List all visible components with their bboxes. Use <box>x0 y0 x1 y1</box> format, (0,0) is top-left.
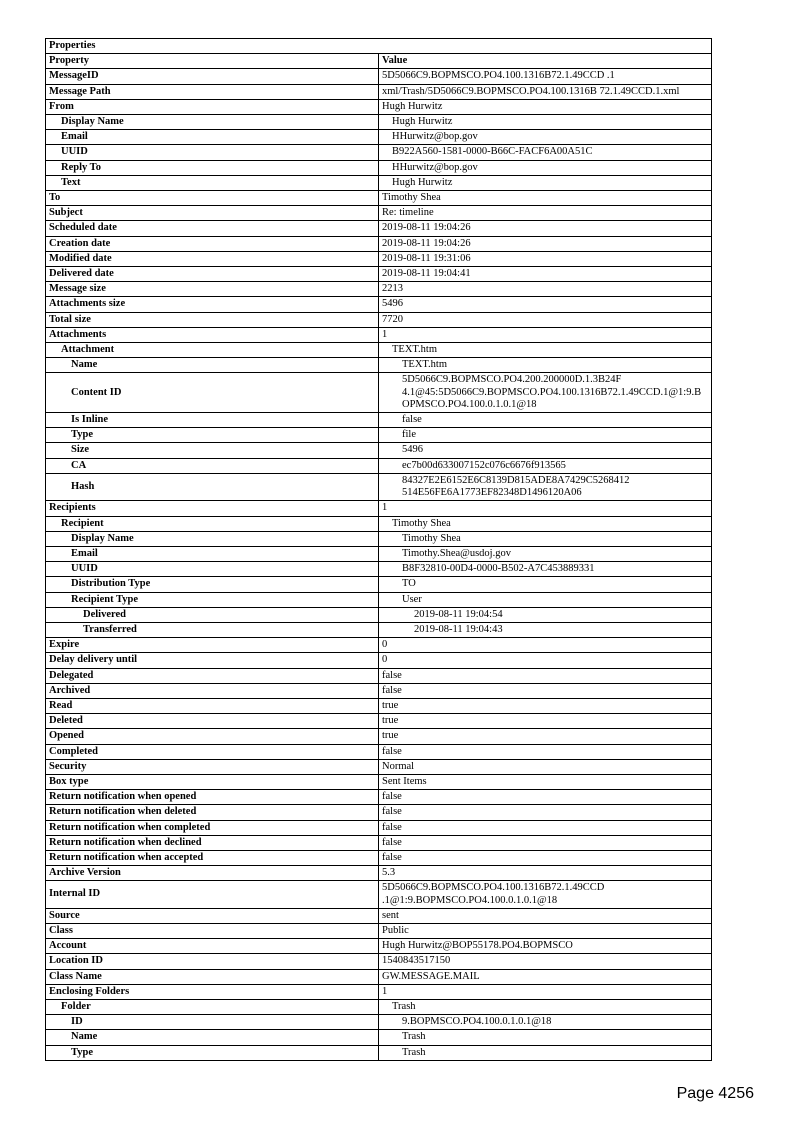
property-value: Timothy Shea <box>379 531 712 546</box>
property-value: TEXT.htm <box>379 358 712 373</box>
property-value: ec7b00d633007152c076c6676f913565 <box>379 458 712 473</box>
property-value: 2213 <box>379 282 712 297</box>
table-row <box>46 1030 712 1045</box>
property-name: ID <box>46 1015 379 1030</box>
property-name: Location ID <box>46 954 379 969</box>
table-row <box>46 1015 712 1030</box>
property-name: From <box>46 99 379 114</box>
property-value: 5D5066C9.BOPMSCO.PO4.100.1316B72.1.49CCD .1@1:9.BOPMSCO.PO4.100.0.1.0.1@18 <box>379 881 712 908</box>
table-row <box>46 236 712 251</box>
property-name: Archived <box>46 683 379 698</box>
table-row <box>46 683 712 698</box>
property-name: Enclosing Folders <box>46 984 379 999</box>
property-value: true <box>379 698 712 713</box>
table-row <box>46 774 712 789</box>
property-value: Hugh Hurwitz <box>379 115 712 130</box>
property-column-header: Property <box>46 54 379 69</box>
property-name: Return notification when deleted <box>46 805 379 820</box>
property-name: Deleted <box>46 714 379 729</box>
property-name: Source <box>46 908 379 923</box>
property-value: file <box>379 428 712 443</box>
property-value: false <box>379 820 712 835</box>
property-name: Delay delivery until <box>46 653 379 668</box>
property-name: Modified date <box>46 251 379 266</box>
property-name: Text <box>46 175 379 190</box>
table-row <box>46 969 712 984</box>
property-name: Creation date <box>46 236 379 251</box>
table-row <box>46 835 712 850</box>
property-value: 2019-08-11 19:04:41 <box>379 267 712 282</box>
property-value: 1 <box>379 501 712 516</box>
property-name: UUID <box>46 562 379 577</box>
page-number: Page 4256 <box>676 1085 754 1102</box>
table-row <box>46 638 712 653</box>
table-row <box>46 546 712 561</box>
property-value: 7720 <box>379 312 712 327</box>
table-row <box>46 358 712 373</box>
table-row <box>46 428 712 443</box>
property-name: Security <box>46 759 379 774</box>
property-name: Opened <box>46 729 379 744</box>
property-value: B8F32810-00D4-0000-B502-A7C453889331 <box>379 562 712 577</box>
table-row <box>46 160 712 175</box>
property-value: Hugh Hurwitz@BOP55178.PO4.BOPMSCO <box>379 939 712 954</box>
property-name: Type <box>46 1045 379 1060</box>
property-value: 5496 <box>379 443 712 458</box>
table-row <box>46 820 712 835</box>
table-row <box>46 531 712 546</box>
property-value: 1 <box>379 327 712 342</box>
table-row <box>46 577 712 592</box>
property-value: 9.BOPMSCO.PO4.100.0.1.0.1@18 <box>379 1015 712 1030</box>
property-name: Display Name <box>46 531 379 546</box>
property-name: Name <box>46 1030 379 1045</box>
property-value: 2019-08-11 19:04:26 <box>379 236 712 251</box>
property-name: Attachments <box>46 327 379 342</box>
property-value: false <box>379 683 712 698</box>
property-name: Box type <box>46 774 379 789</box>
property-name: CA <box>46 458 379 473</box>
property-value: Timothy.Shea@usdoj.gov <box>379 546 712 561</box>
table-row <box>46 759 712 774</box>
table-row <box>46 312 712 327</box>
property-name: Size <box>46 443 379 458</box>
table-row <box>46 790 712 805</box>
property-name: Return notification when opened <box>46 790 379 805</box>
property-value: Trash <box>379 1000 712 1015</box>
table-row <box>46 297 712 312</box>
table-row <box>46 99 712 114</box>
table-row <box>46 282 712 297</box>
property-value: Sent Items <box>379 774 712 789</box>
property-name: Expire <box>46 638 379 653</box>
property-value: 2019-08-11 19:04:54 <box>379 607 712 622</box>
property-name: Reply To <box>46 160 379 175</box>
property-name: Class <box>46 923 379 938</box>
property-name: Is Inline <box>46 413 379 428</box>
property-name: Delivered date <box>46 267 379 282</box>
property-name: Display Name <box>46 115 379 130</box>
table-header-row <box>46 54 712 69</box>
property-value: false <box>379 668 712 683</box>
table-row <box>46 473 712 500</box>
table-row <box>46 850 712 865</box>
property-value: true <box>379 729 712 744</box>
property-value: false <box>379 744 712 759</box>
table-row <box>46 221 712 236</box>
property-value: Hugh Hurwitz <box>379 175 712 190</box>
property-name: Email <box>46 546 379 561</box>
table-row <box>46 191 712 206</box>
property-name: Attachments size <box>46 297 379 312</box>
table-row <box>46 115 712 130</box>
property-value: 0 <box>379 653 712 668</box>
property-name: Read <box>46 698 379 713</box>
property-name: Recipient <box>46 516 379 531</box>
property-value: 2019-08-11 19:04:26 <box>379 221 712 236</box>
table-row <box>46 668 712 683</box>
property-value: GW.MESSAGE.MAIL <box>379 969 712 984</box>
property-value: sent <box>379 908 712 923</box>
property-name: Attachment <box>46 343 379 358</box>
property-value: 1540843517150 <box>379 954 712 969</box>
property-value: HHurwitz@bop.gov <box>379 160 712 175</box>
table-row <box>46 327 712 342</box>
table-row <box>46 206 712 221</box>
table-title: Properties <box>46 39 712 54</box>
property-name: Internal ID <box>46 881 379 908</box>
property-name: Subject <box>46 206 379 221</box>
property-name: Content ID <box>46 373 379 413</box>
property-name: Delivered <box>46 607 379 622</box>
property-value: 2019-08-11 19:04:43 <box>379 622 712 637</box>
property-value: 5496 <box>379 297 712 312</box>
table-row <box>46 744 712 759</box>
table-row <box>46 923 712 938</box>
property-name: Total size <box>46 312 379 327</box>
property-value: false <box>379 805 712 820</box>
property-value: Trash <box>379 1045 712 1060</box>
table-row <box>46 343 712 358</box>
table-row <box>46 175 712 190</box>
property-name: Archive Version <box>46 866 379 881</box>
property-name: Account <box>46 939 379 954</box>
table-row <box>46 413 712 428</box>
properties-sheet <box>45 38 712 1061</box>
table-row <box>46 145 712 160</box>
table-row <box>46 501 712 516</box>
property-value: true <box>379 714 712 729</box>
property-name: Email <box>46 130 379 145</box>
table-row <box>46 373 712 413</box>
property-value: TO <box>379 577 712 592</box>
property-value: Normal <box>379 759 712 774</box>
table-row <box>46 267 712 282</box>
table-row <box>46 84 712 99</box>
table-row <box>46 729 712 744</box>
table-row <box>46 984 712 999</box>
table-row <box>46 714 712 729</box>
property-value: 5.3 <box>379 866 712 881</box>
property-name: Recipient Type <box>46 592 379 607</box>
property-value: Hugh Hurwitz <box>379 99 712 114</box>
table-row <box>46 908 712 923</box>
table-row <box>46 130 712 145</box>
property-value: Trash <box>379 1030 712 1045</box>
property-value: 1 <box>379 984 712 999</box>
property-value: Re: timeline <box>379 206 712 221</box>
value-column-header: Value <box>379 54 712 69</box>
property-value: false <box>379 413 712 428</box>
property-value: HHurwitz@bop.gov <box>379 130 712 145</box>
property-name: Return notification when completed <box>46 820 379 835</box>
table-row <box>46 653 712 668</box>
property-value: 84327E2E6152E6C8139D815ADE8A7429C5268412 514E56FE6A1773EF82348D1496120A06 <box>379 473 712 500</box>
property-name: Scheduled date <box>46 221 379 236</box>
property-name: To <box>46 191 379 206</box>
property-name: Recipients <box>46 501 379 516</box>
table-row <box>46 866 712 881</box>
property-value: false <box>379 850 712 865</box>
table-row <box>46 1045 712 1060</box>
property-name: UUID <box>46 145 379 160</box>
property-value: 5D5066C9.BOPMSCO.PO4.100.1316B72.1.49CCD .1 <box>379 69 712 84</box>
table-row <box>46 458 712 473</box>
property-name: Return notification when declined <box>46 835 379 850</box>
table-row <box>46 251 712 266</box>
table-row <box>46 516 712 531</box>
property-name: Class Name <box>46 969 379 984</box>
property-name: Return notification when accepted <box>46 850 379 865</box>
table-row <box>46 954 712 969</box>
table-title-row <box>46 39 712 54</box>
property-value: Timothy Shea <box>379 191 712 206</box>
property-name: Folder <box>46 1000 379 1015</box>
property-name: Message Path <box>46 84 379 99</box>
property-value: Public <box>379 923 712 938</box>
property-value: B922A560-1581-0000-B66C-FACF6A00A51C <box>379 145 712 160</box>
table-row <box>46 1000 712 1015</box>
table-row <box>46 592 712 607</box>
property-name: Message size <box>46 282 379 297</box>
table-row <box>46 443 712 458</box>
table-row <box>46 939 712 954</box>
property-value: 0 <box>379 638 712 653</box>
property-name: Completed <box>46 744 379 759</box>
table-row <box>46 607 712 622</box>
property-value: 5D5066C9.BOPMSCO.PO4.200.200000D.1.3B24F 4.1@45:5D5066C9.BOPMSCO.PO4.100.1316B72.1.49CCD.1@1:9.BOPMSCO.PO4.100.0.1.0.1@18 <box>379 373 712 413</box>
property-value: User <box>379 592 712 607</box>
property-value: Timothy Shea <box>379 516 712 531</box>
property-name: Type <box>46 428 379 443</box>
property-name: Distribution Type <box>46 577 379 592</box>
table-row <box>46 622 712 637</box>
table-row <box>46 69 712 84</box>
property-name: Name <box>46 358 379 373</box>
table-row <box>46 562 712 577</box>
table-row <box>46 881 712 908</box>
property-name: MessageID <box>46 69 379 84</box>
property-name: Delegated <box>46 668 379 683</box>
property-value: TEXT.htm <box>379 343 712 358</box>
property-value: false <box>379 835 712 850</box>
table-row <box>46 805 712 820</box>
property-value: xml/Trash/5D5066C9.BOPMSCO.PO4.100.1316B 72.1.49CCD.1.xml <box>379 84 712 99</box>
property-value: 2019-08-11 19:31:06 <box>379 251 712 266</box>
property-name: Transferred <box>46 622 379 637</box>
properties-table <box>45 38 712 1061</box>
table-row <box>46 698 712 713</box>
property-name: Hash <box>46 473 379 500</box>
property-value: false <box>379 790 712 805</box>
